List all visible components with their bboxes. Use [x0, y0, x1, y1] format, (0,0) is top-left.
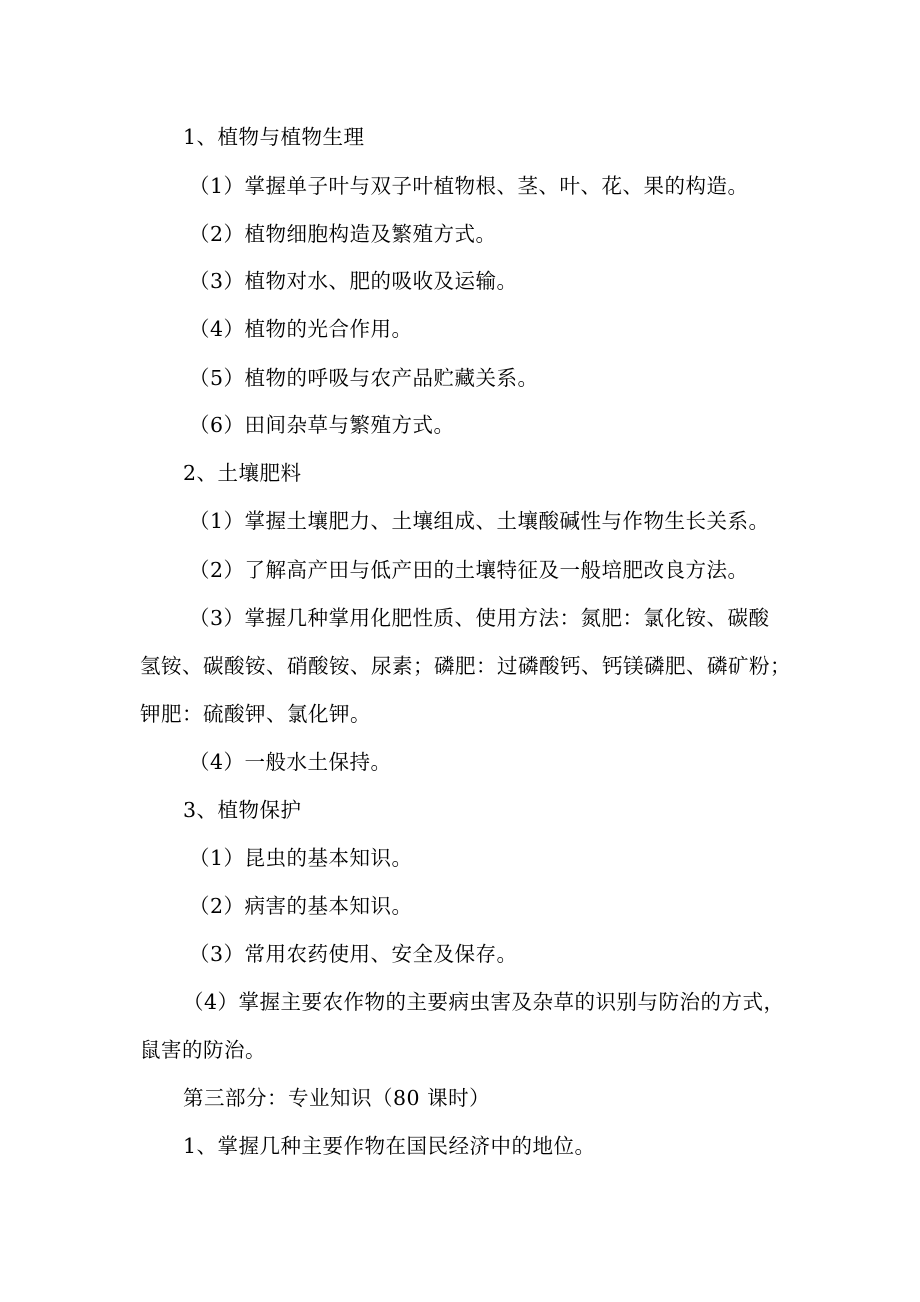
paragraph-continuation: 鼠害的防治。 — [140, 1038, 266, 1062]
section-heading: 1、植物与植物生理 — [183, 125, 365, 149]
list-item: 1、掌握几种主要作物在国民经济中的地位。 — [183, 1134, 596, 1158]
paragraph-continuation: 钾肥：硫酸钾、氯化钾。 — [140, 702, 371, 726]
list-item: （4）掌握主要农作物的主要病虫害及杂草的识别与防治的方式， — [183, 990, 785, 1014]
list-item: （3）植物对水、肥的吸收及运输。 — [189, 269, 518, 293]
list-item: （5）植物的呼吸与农产品贮藏关系。 — [189, 366, 539, 390]
paragraph-continuation: 氢铵、碳酸铵、硝酸铵、尿素；磷肥：过磷酸钙、钙镁磷肥、磷矿粉； — [140, 654, 791, 678]
list-item: （2）植物细胞构造及繁殖方式。 — [189, 222, 497, 246]
list-item: （6）田间杂草与繁殖方式。 — [189, 413, 455, 437]
section-heading: 3、植物保护 — [183, 798, 302, 822]
list-item: （4）植物的光合作用。 — [189, 317, 413, 341]
part-heading: 第三部分：专业知识（80 课时） — [183, 1086, 491, 1110]
list-item: （2）病害的基本知识。 — [189, 894, 413, 918]
list-item: （3）常用农药使用、安全及保存。 — [189, 942, 518, 966]
list-item: （4）一般水土保持。 — [189, 750, 392, 774]
section-heading: 2、土壤肥料 — [183, 461, 302, 485]
list-item: （1）昆虫的基本知识。 — [189, 846, 413, 870]
list-item: （1）掌握土壤肥力、土壤组成、土壤酸碱性与作物生长关系。 — [189, 509, 770, 533]
list-item: （1）掌握单子叶与双子叶植物根、茎、叶、花、果的构造。 — [189, 174, 749, 198]
list-item: （3）掌握几种掌用化肥性质、使用方法：氮肥：氯化铵、碳酸 — [189, 606, 770, 630]
list-item: （2）了解高产田与低产田的土壤特征及一般培肥改良方法。 — [189, 558, 749, 582]
